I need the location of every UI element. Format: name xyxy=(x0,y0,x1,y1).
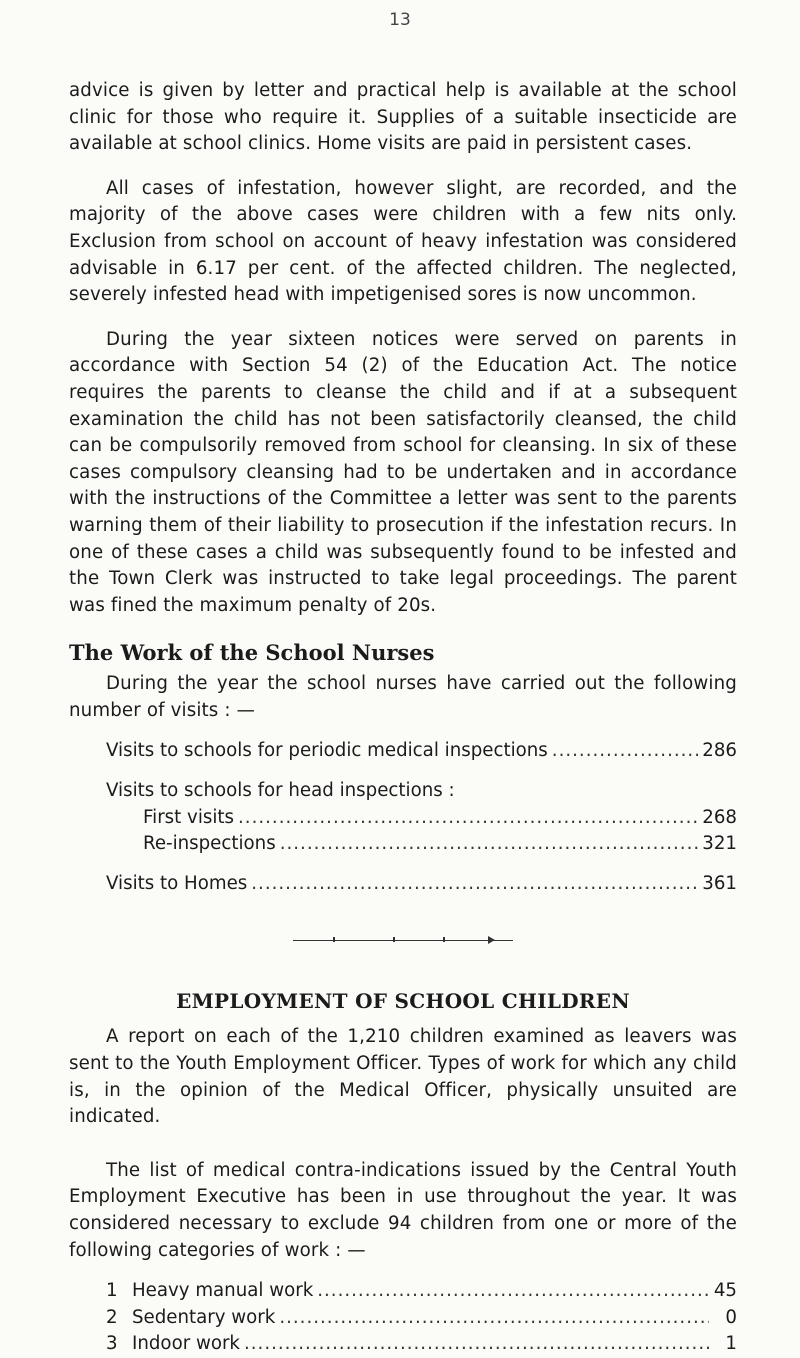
item-label: Indoor work xyxy=(132,1333,240,1355)
item-label: Visits to schools for periodic medical inspections xyxy=(106,740,548,762)
item-value: 268 xyxy=(702,806,737,828)
item-label: Sedentary work xyxy=(132,1306,276,1328)
item-value: 0 xyxy=(725,1306,737,1328)
paragraph-nurses-intro: During the year the school nurses have carried out the following number of visits : — xyxy=(69,673,737,721)
leader-dots xyxy=(552,738,699,765)
list-item-heavy-manual xyxy=(69,1278,737,1305)
item-value: 321 xyxy=(702,833,737,855)
divider-tick xyxy=(393,937,395,942)
section-divider xyxy=(293,935,513,947)
item-value: 1 xyxy=(725,1333,737,1355)
list-item-indoor xyxy=(69,1331,737,1358)
item-value: 361 xyxy=(702,872,737,894)
page-number: 13 xyxy=(389,10,411,30)
item-number: 3 xyxy=(106,1333,118,1355)
list-item-sedentary xyxy=(69,1305,737,1332)
list-item-reinspections xyxy=(69,831,737,858)
item-value: 45 xyxy=(713,1280,737,1302)
work-categories-list xyxy=(69,1278,737,1358)
divider-line xyxy=(293,940,513,941)
leader-dots xyxy=(244,1331,709,1358)
item-label: Re-inspections xyxy=(143,833,276,855)
visits-list xyxy=(69,738,737,897)
item-label: Heavy manual work xyxy=(132,1280,314,1302)
item-number: 2 xyxy=(106,1306,118,1328)
item-number: 1 xyxy=(106,1280,118,1302)
heading-employment: EMPLOYMENT OF SCHOOL CHILDREN xyxy=(176,989,630,1014)
paragraph-notices: During the year sixteen notices were served on parents in accordance with Section 54 (2) of the Education Act. The notice requires the parents to cleanse the child and if at a subsequent examination the child has not been satisfactorily cleansed, the child can be compulsorily removed from school for cleansing. In six of these cases compulsory cleansing had to be undertaken and in accordance with the instructions of the Committee a letter was sent to the parents warning them of their liability to prosecution if the infestation recurs. In one of these cases a child was subsequently found to be infested and the Town Clerk was instructed to take legal proceedings. The parent was fined the maximum penalty of 20s. xyxy=(69,328,737,616)
item-label: Visits to schools for head inspections : xyxy=(106,780,455,802)
paragraph-employment-report: A report on each of the 1,210 children examined as leavers was sent to the Youth Employment Officer. Types of work for which any child is, in the opinion of the Medical Officer, physically unsuited are indicated. xyxy=(69,1026,737,1128)
divider-tick xyxy=(333,937,335,942)
leader-dots xyxy=(317,1278,709,1305)
page-content xyxy=(69,78,737,1358)
item-value: 286 xyxy=(702,740,737,762)
divider-arrow-icon xyxy=(488,936,495,944)
list-item-homes xyxy=(69,871,737,898)
item-label: Visits to Homes xyxy=(106,872,248,894)
divider-tick xyxy=(443,937,445,942)
leader-dots xyxy=(280,831,699,858)
paragraph-contra-indications: The list of medical contra-indications issued by the Central Youth Employment Executive has been in use throughout the year. It was considered necessary to exclude 94 children from one or more of the following categories of work : — xyxy=(69,1159,737,1261)
heading-school-nurses: The Work of the School Nurses xyxy=(69,640,435,666)
list-item-periodic xyxy=(69,738,737,765)
leader-dots xyxy=(238,805,698,832)
list-item-first-visits xyxy=(69,805,737,832)
leader-dots xyxy=(279,1305,709,1332)
list-subheading-head-inspections xyxy=(69,778,737,805)
leader-dots xyxy=(251,871,698,898)
paragraph-advice: advice is given by letter and practical help is available at the school clinic for those who require it. Supplies of a suitable insecticide are available at school clinics. Home visits are paid in persistent cases. xyxy=(69,80,737,155)
item-label: First visits xyxy=(143,806,235,828)
paragraph-infestation: All cases of infestation, however slight, are recorded, and the majority of the above cases were children with a few nits only. Exclusion from school on account of heavy infestation was considered advisable in 6.17 per cent. of the affected children. The neglected, severely infested head with impetigenised sores is now uncommon. xyxy=(69,177,737,306)
